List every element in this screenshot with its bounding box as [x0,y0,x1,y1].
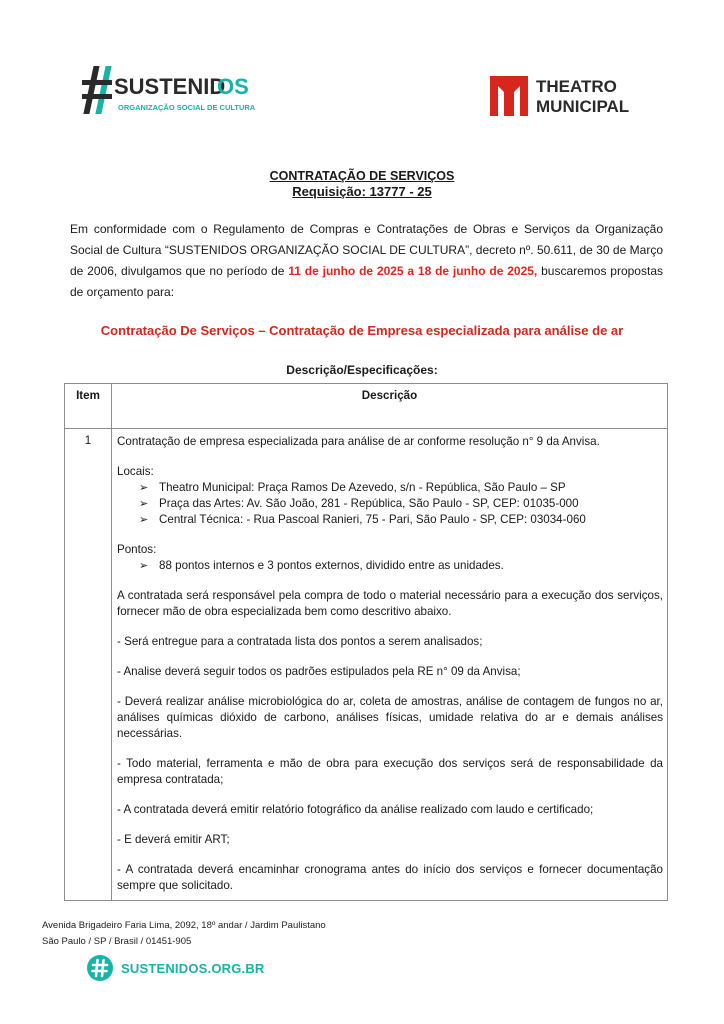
paragraph: A contratada será responsável pela compra de todo o material necessário para a execução dos serviços, fornecer mão de obra especializada bem como descritivo abaixo. [117,589,663,618]
description-label: Descrição/Especificações: [286,363,438,377]
requisition-number: Requisição: 13777 - 25 [292,184,432,199]
table-header-row [65,384,668,429]
item-description [112,429,668,901]
service-title: Contratação De Serviços – Contratação de Empresa especializada para análise de ar [100,323,624,338]
theatro-arch-icon [490,76,528,116]
paragraph: - Deverá realizar análise microbiológica do ar, coleta de amostras, análise de contagem de fungos no ar, análises químicas dióxido de carbono, análises físicas, umidade relativa do ar e demais análises necessárias. [117,695,663,740]
address-line-2: São Paulo / SP / Brasil / 01451-905 [42,936,192,947]
footer-address [42,918,326,950]
intro-text-before: Em conformidade com o Regulamento de Compras e Contratações de Obras e Serviços da Organização Social de Cultura “SUSTENIDOS ORGANIZAÇÃO SOCIAL DE CULTURA”, decreto nº. 50.611, de 30 de Março de 2006, divulgamos que no período de [70,222,663,278]
document-heading [0,168,724,200]
paragraph: - Analise deverá seguir todos os padrões estipulados pela RE n° 09 da Anvisa; [117,665,521,678]
intro-period: 11 de junho de 2025 a 18 de junho de 2025, [288,264,538,278]
sustenidos-hash-icon [80,64,260,118]
locais-list [117,480,663,528]
list-item: ➢ 88 pontos internos e 3 pontos externos, dividido entre as unidades. [117,558,663,574]
list-item: ➢ Praça das Artes: Av. São João, 281 - República, São Paulo - SP, CEP: 01035-000 [117,496,663,512]
list-item: ➢ Central Técnica: - Rua Pascoal Ranieri, 75 - Pari, São Paulo - SP, CEP: 03034-060 [117,512,663,528]
intro-text-after: buscaremos propostas de orçamento para: [70,264,663,299]
document-title: CONTRATAÇÃO DE SERVIÇOS [269,169,455,183]
list-item: ➢ Theatro Municipal: Praça Ramos De Azevedo, s/n - República, São Paulo – SP [117,480,663,496]
pontos-label: Pontos: [117,543,157,556]
specification-table [64,383,668,901]
row-intro: Contratação de empresa especializada para análise de ar conforme resolução n° 9 da Anvisa. [117,435,600,448]
item-number: 1 [65,429,112,901]
header-item: Item [65,384,112,429]
intro-paragraph [70,219,663,303]
paragraph: - Será entregue para a contratada lista dos pontos a serem analisados; [117,635,483,648]
pontos-list [117,558,663,574]
svg-text:OS: OS [217,74,249,99]
sustenidos-logo [80,64,260,118]
theatro-municipal-logo [488,72,658,120]
svg-text:SUSTENID: SUSTENID [114,74,226,99]
paragraph: - Todo material, ferramenta e mão de obra para execução dos serviços será de responsabilidade da empresa contratada; [117,757,663,786]
table-row [65,429,668,901]
paragraph: - A contratada deverá emitir relatório fotográfico da análise realizado com laudo e certificado; [117,803,594,816]
svg-text:MUNICIPAL: MUNICIPAL [536,97,630,116]
website-link[interactable]: SUSTENIDOS.ORG.BR [121,960,265,976]
svg-text:THEATRO: THEATRO [536,77,617,96]
footer-website[interactable] [86,954,265,982]
locais-label: Locais: [117,465,154,478]
hash-circle-icon [86,954,114,982]
paragraph: - A contratada deverá encaminhar cronograma antes do início dos serviços e fornecer documentação sempre que solicitado. [117,863,663,892]
svg-text:ORGANIZAÇÃO SOCIAL DE CULTURA: ORGANIZAÇÃO SOCIAL DE CULTURA [118,103,256,112]
paragraph: - E deverá emitir ART; [117,833,230,846]
address-line-1: Avenida Brigadeiro Faria Lima, 2092, 18º andar / Jardim Paulistano [42,920,326,931]
header-description: Descrição [112,384,668,429]
